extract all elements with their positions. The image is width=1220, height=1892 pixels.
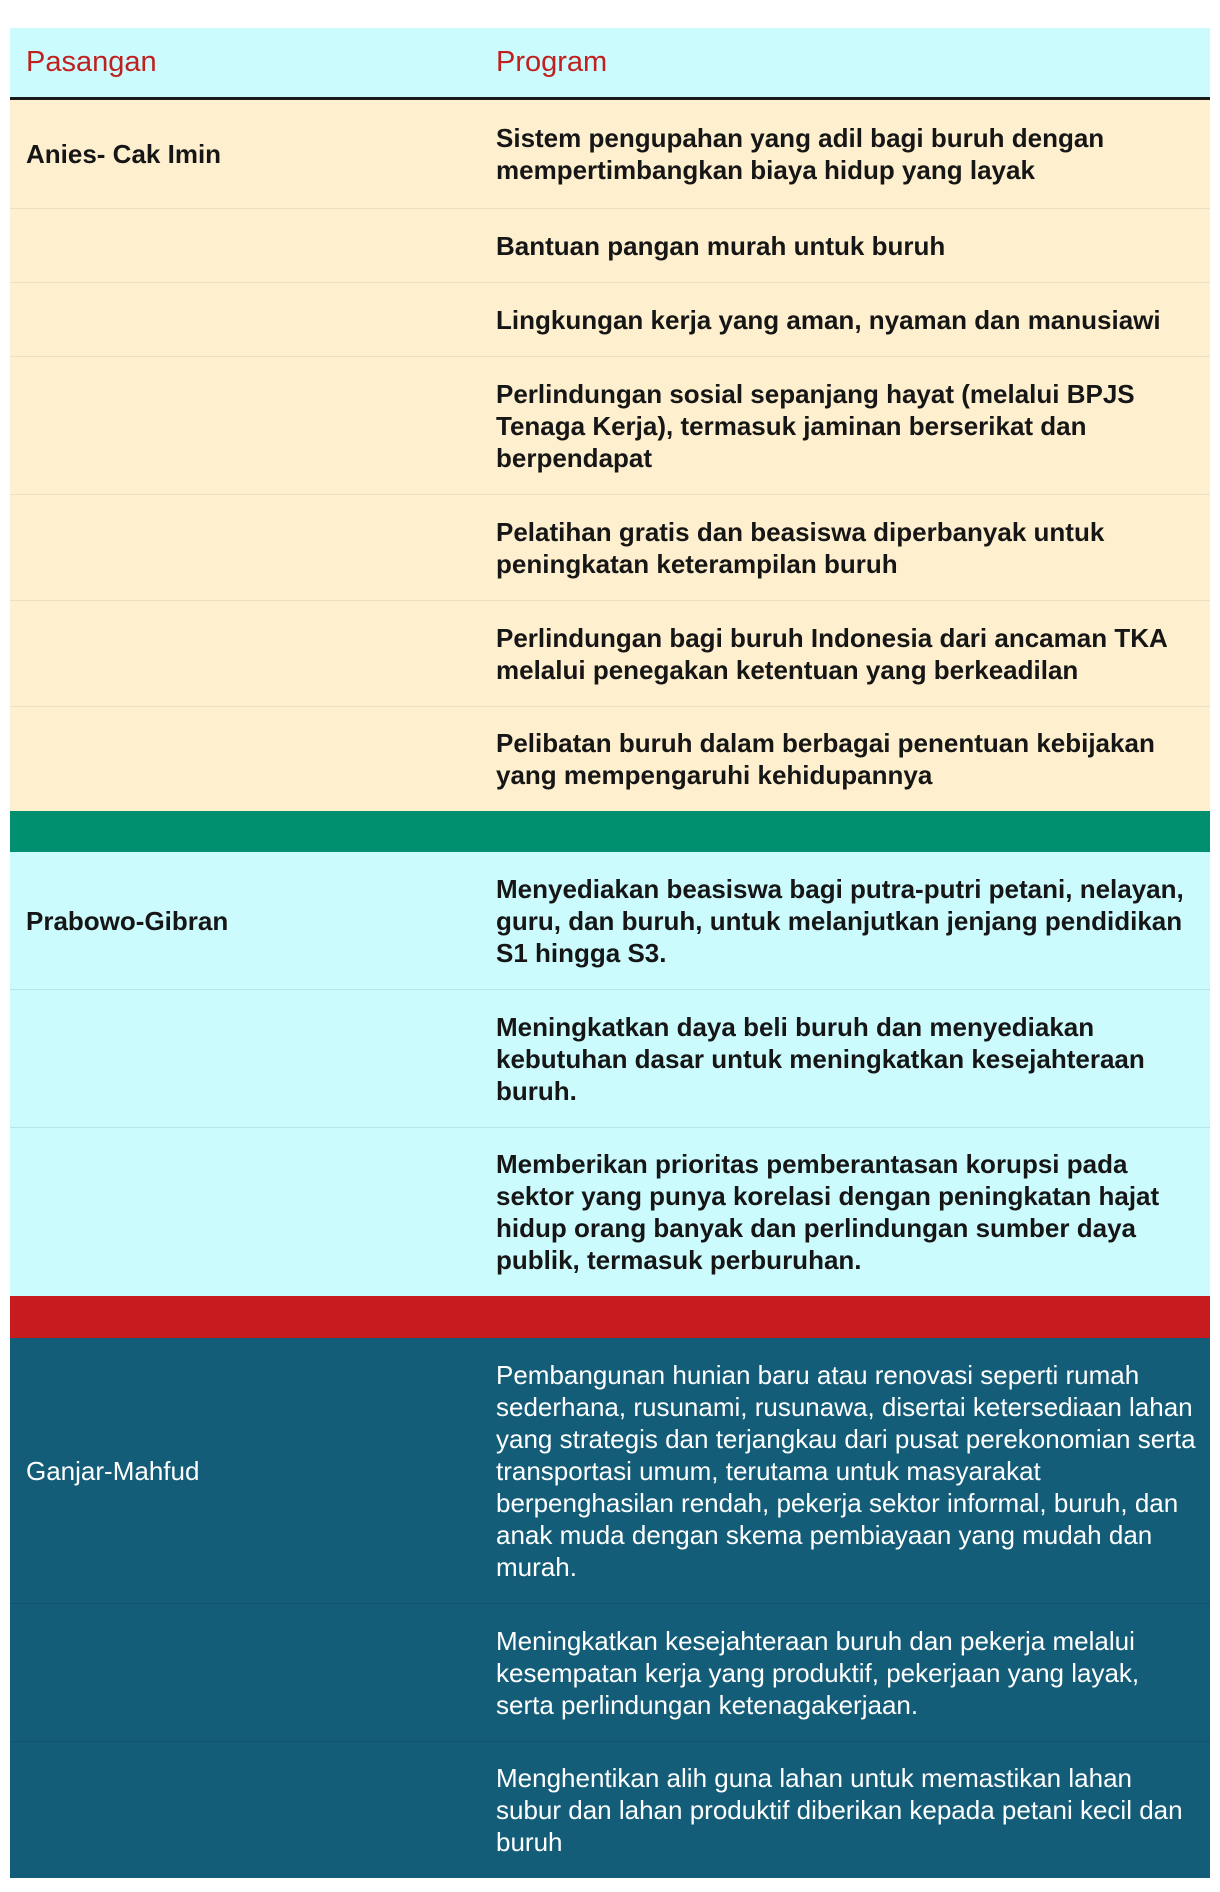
table-row bbox=[10, 357, 1210, 495]
pair-name: Prabowo-Gibran bbox=[26, 905, 229, 936]
program-text: Perlindungan sosial sepanjang hayat (melalui BPJS Tenaga Kerja), termasuk jaminan berserikat dan berpendapat bbox=[496, 378, 1135, 473]
pair-name: Ganjar-Mahfud bbox=[26, 1455, 200, 1486]
table-row bbox=[10, 100, 1210, 209]
pair-name-empty bbox=[10, 707, 480, 811]
table-row bbox=[10, 1604, 1210, 1742]
pair-name-empty bbox=[10, 283, 480, 356]
group-prabowo bbox=[10, 852, 1210, 1296]
pair-name-empty bbox=[10, 601, 480, 706]
pair-name-empty bbox=[10, 1604, 480, 1741]
table-row bbox=[10, 1742, 1210, 1878]
pair-name-empty bbox=[10, 990, 480, 1127]
header-pasangan: Pasangan bbox=[26, 46, 157, 78]
pair-name-empty bbox=[10, 495, 480, 600]
table-row bbox=[10, 990, 1210, 1128]
separator-red bbox=[10, 1296, 1210, 1338]
program-text: Menyediakan beasiswa bagi putra-putri petani, nelayan, guru, dan buruh, untuk melanjutkan jenjang pendidikan S1 hingga S3. bbox=[496, 873, 1184, 968]
program-text: Perlindungan bagi buruh Indonesia dari ancaman TKA melalui penegakan ketentuan yang berkeadilan bbox=[496, 622, 1167, 685]
table-row bbox=[10, 1338, 1210, 1604]
table-row bbox=[10, 601, 1210, 707]
program-text: Meningkatkan daya beli buruh dan menyediakan kebutuhan dasar untuk meningkatkan kesejahteraan buruh. bbox=[496, 1011, 1145, 1106]
pair-name-empty bbox=[10, 209, 480, 282]
table-row bbox=[10, 1128, 1210, 1296]
table-row bbox=[10, 495, 1210, 601]
pair-name-empty bbox=[10, 1742, 480, 1878]
table-row bbox=[10, 852, 1210, 990]
header-program: Program bbox=[496, 46, 608, 78]
group-anies bbox=[10, 100, 1210, 811]
table-row bbox=[10, 283, 1210, 357]
table-header bbox=[10, 28, 1210, 100]
program-text: Pelatihan gratis dan beasiswa diperbanyak untuk peningkatan keterampilan buruh bbox=[496, 516, 1105, 579]
program-text: Memberikan prioritas pemberantasan korupsi pada sektor yang punya korelasi dengan peningkatan hajat hidup orang banyak dan perlindungan sumber daya publik, termasuk perburuhan. bbox=[496, 1149, 1160, 1275]
program-text: Pelibatan buruh dalam berbagai penentuan kebijakan yang mempengaruhi kehidupannya bbox=[496, 728, 1155, 790]
program-text: Bantuan pangan murah untuk buruh bbox=[496, 230, 946, 261]
program-text: Pembangunan hunian baru atau renovasi seperti rumah sederhana, rusunami, rusunawa, disertai ketersediaan lahan yang strategis dan terjangkau dari pusat perekonomian serta transportasi umum, terutama untuk masyarakat berpenghasilan rendah, pekerja sektor informal, buruh, dan anak muda dengan skema pembiayaan yang mudah dan murah. bbox=[496, 1359, 1196, 1582]
pair-name-empty bbox=[10, 1128, 480, 1296]
pair-name-empty bbox=[10, 357, 480, 494]
program-text: Sistem pengupahan yang adil bagi buruh dengan mempertimbangkan biaya hidup yang layak bbox=[496, 123, 1105, 185]
program-text: Lingkungan kerja yang aman, nyaman dan manusiawi bbox=[496, 304, 1161, 335]
program-text: Meningkatkan kesejahteraan buruh dan pekerja melalui kesempatan kerja yang produktif, pekerjaan yang layak, serta perlindungan ketenagakerjaan. bbox=[496, 1625, 1140, 1720]
table-row bbox=[10, 707, 1210, 811]
separator-green bbox=[10, 811, 1210, 852]
table-row bbox=[10, 209, 1210, 283]
program-text: Menghentikan alih guna lahan untuk memastikan lahan subur dan lahan produktif diberikan kepada petani kecil dan buruh bbox=[496, 1763, 1183, 1857]
pair-name: Anies- Cak Imin bbox=[26, 139, 222, 169]
group-ganjar bbox=[10, 1338, 1210, 1878]
program-table bbox=[10, 28, 1210, 1878]
